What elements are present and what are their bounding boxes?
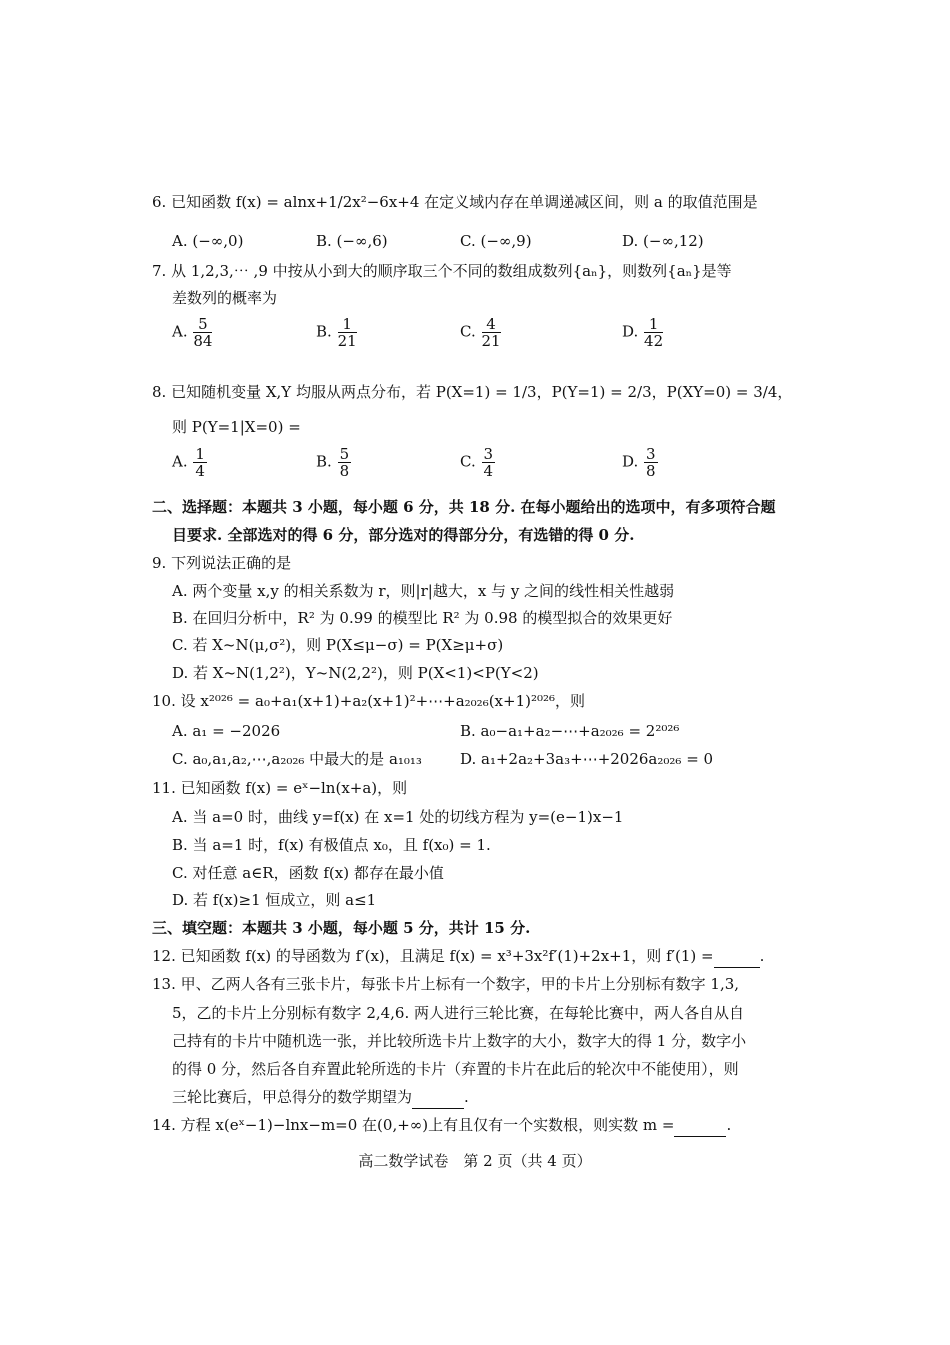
q13-line-1: 13. 甲、乙两人各有三张卡片，每张卡片上标有一个数字，甲的卡片上分别标有数字 1,3,: [152, 975, 740, 993]
q14-stem-text: 14. 方程 x(eˣ−1)−lnx−m=0 在(0,+∞)上有且仅有一个实数根，则实数 m =: [152, 1116, 675, 1134]
q6-stem: 6. 已知函数 f(x) = alnx+1/2x²−6x+4 在定义域内存在单调递减区间，则 a 的取值范围是: [152, 193, 758, 211]
q7-option-c: C. $\frac{4}{21}$: [460, 315, 501, 350]
q11-option-c: C. 对任意 a∈R，函数 f(x) 都存在最小值: [172, 864, 444, 882]
q13-end: .: [464, 1088, 469, 1106]
q12-stem-text: 12. 已知函数 f(x) 的导函数为 f′(x)，且满足 f(x) = x³+3x²f′(1)+2x+1，则 f′(1) =: [152, 947, 714, 965]
q11-option-d: D. 若 f(x)≥1 恒成立，则 a≤1: [172, 891, 377, 909]
q10-option-d: D. a₁+2a₂+3a₃+⋯+2026a₂₀₂₆ = 0: [460, 750, 714, 768]
q8-option-c-numerator: 3: [483, 445, 494, 463]
q8-option-a-numerator: 1: [195, 445, 205, 463]
q10-option-b: B. a₀−a₁+a₂−⋯+a₂₀₂₆ = 2²⁰²⁶: [460, 722, 680, 740]
q12-stem: [152, 945, 764, 968]
q6-option-a: A. (−∞,0): [172, 232, 244, 250]
q8-stem-line-2: 则 P(Y=1|X=0) =: [172, 418, 301, 436]
q8-option-b: B. $\frac{5}{8}$: [316, 445, 350, 480]
q6-option-d: D. (−∞,12): [622, 232, 704, 250]
q13-line-5: [172, 1086, 469, 1109]
q7-stem-line-2: 差数列的概率为: [172, 289, 278, 307]
section-3-heading: 三、填空题：本题共 3 小题，每小题 5 分，共计 15 分.: [152, 919, 531, 937]
q8-option-b-numerator: 5: [339, 445, 350, 463]
q8-option-a-denominator: 4: [195, 462, 205, 480]
q14-answer-blank[interactable]: [674, 1114, 726, 1137]
q7-option-c-numerator: 4: [482, 316, 501, 333]
q11-stem: 11. 已知函数 f(x) = eˣ−ln(x+a)，则: [152, 779, 408, 797]
q7-option-d: D. $\frac{1}{42}$: [622, 315, 664, 350]
q7-option-c-denominator: 21: [481, 332, 501, 350]
q10-option-c: C. a₀,a₁,a₂,⋯,a₂₀₂₆ 中最大的是 a₁₀₁₃: [172, 750, 422, 768]
q8-option-b-denominator: 8: [339, 462, 350, 480]
q7-option-b: B. $\frac{1}{21}$: [316, 315, 357, 350]
q13-line-4: 的得 0 分，然后各自弃置此轮所选的卡片（弃置的卡片在此后的轮次中不能使用），则: [172, 1060, 739, 1078]
q12-end: .: [759, 947, 765, 965]
section-2-heading-line-1: 二、选择题：本题共 3 小题，每小题 6 分，共 18 分. 在每小题给出的选项中，有多项符合题: [152, 498, 776, 516]
q11-option-a: A. 当 a=0 时，曲线 y=f(x) 在 x=1 处的切线方程为 y=(e−1)x−1: [172, 808, 624, 826]
q6-option-c: C. (−∞,9): [460, 232, 532, 250]
q9-stem: 9. 下列说法正确的是: [152, 554, 292, 572]
q13-answer-blank[interactable]: [412, 1086, 464, 1109]
q7-option-a-denominator: 84: [193, 332, 213, 350]
q9-option-a: A. 两个变量 x,y 的相关系数为 r，则|r|越大，x 与 y 之间的线性相关性越弱: [172, 582, 675, 600]
q13-line-3: 己持有的卡片中随机选一张，并比较所选卡片上数字的大小，数字大的得 1 分，数字小: [172, 1032, 747, 1050]
q7-option-a-numerator: 5: [193, 316, 212, 333]
q8-stem-line-1: 8. 已知随机变量 X,Y 均服从两点分布，若 P(X=1) = 1/3，P(Y=1) = 2/3，P(XY=0) = 3/4，: [152, 383, 793, 401]
q7-stem-line-1: 7. 从 1,2,3,⋯ ,9 中按从小到大的顺序取三个不同的数组成数列{aₙ}，则数列{aₙ}是等: [152, 262, 732, 280]
section-2-heading-line-2: 目要求. 全部选对的得 6 分，部分选对的得部分分，有选错的得 0 分.: [172, 526, 635, 544]
q6-option-b: B. (−∞,6): [316, 232, 388, 250]
q14-stem: [152, 1114, 731, 1137]
q9-option-c: C. 若 X~N(μ,σ²)，则 P(X≤μ−σ) = P(X≥μ+σ): [172, 636, 504, 654]
q10-stem: 10. 设 x²⁰²⁶ = a₀+a₁(x+1)+a₂(x+1)²+⋯+a₂₀₂₆(x+1)²⁰²⁶，则: [152, 692, 586, 710]
q7-option-a: A. $\frac{5}{84}$: [172, 315, 213, 350]
q8-option-a: A. $\frac{1}{4}$: [172, 445, 205, 480]
q7-option-d-numerator: 1: [644, 316, 663, 333]
q7-option-b-denominator: 21: [337, 332, 357, 350]
q12-answer-blank[interactable]: [714, 945, 760, 968]
q7-option-d-denominator: 42: [644, 332, 664, 350]
q13-line-5-text: 三轮比赛后，甲总得分的数学期望为: [172, 1088, 413, 1106]
q13-line-2: 5，乙的卡片上分别标有数字 2,4,6. 两人进行三轮比赛，在每轮比赛中，两人各自从自: [172, 1004, 745, 1022]
q8-option-c: C. $\frac{3}{4}$: [460, 445, 494, 480]
q8-option-c-denominator: 4: [483, 462, 494, 480]
q8-option-d: D. $\frac{3}{8}$: [622, 445, 656, 480]
q8-option-d-denominator: 8: [646, 462, 656, 480]
q9-option-d: D. 若 X~N(1,2²)，Y~N(2,2²)，则 P(X<1)<P(Y<2): [172, 664, 539, 682]
q14-end: .: [726, 1116, 732, 1134]
q7-option-b-numerator: 1: [338, 316, 357, 333]
page-footer: 高二数学试卷 第 2 页（共 4 页）: [358, 1152, 592, 1170]
q11-option-b: B. 当 a=1 时，f(x) 有极值点 x₀，且 f(x₀) = 1.: [172, 836, 491, 854]
q10-option-a: A. a₁ = −2026: [172, 722, 281, 740]
q9-option-b: B. 在回归分析中，R² 为 0.99 的模型比 R² 为 0.98 的模型拟合的效果更好: [172, 609, 673, 627]
q8-option-d-numerator: 3: [646, 445, 656, 463]
